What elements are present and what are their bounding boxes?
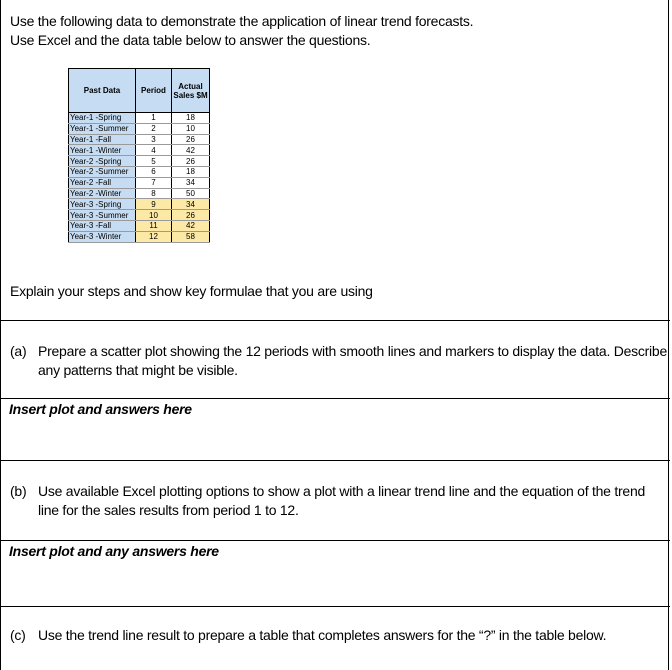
table-row: [69, 166, 210, 177]
table-row: [69, 156, 210, 167]
row-label: Year-3 -Winter: [69, 231, 136, 242]
table-row-highlighted: [69, 231, 210, 242]
table-row: [69, 134, 210, 145]
row-period: 3: [136, 134, 172, 145]
row-period: 7: [136, 177, 172, 188]
table-row: [69, 113, 210, 124]
table-row: [69, 177, 210, 188]
row-period: 4: [136, 145, 172, 156]
row-label: Year-3 -Fall: [69, 220, 136, 231]
answer-prompt-a[interactable]: Insert plot and answers here: [9, 401, 192, 417]
answer-prompt-b[interactable]: Insert plot and any answers here: [9, 543, 219, 559]
row-sales: 42: [172, 145, 210, 156]
question-c-text: Use the trend line result to prepare a table that completes answers for the “?” in the table below.: [38, 627, 607, 643]
header-past-data: Past Data: [69, 69, 136, 113]
header-actual-line1: Actual: [178, 81, 203, 91]
row-label: Year-1 -Spring: [69, 113, 136, 124]
intro-line-1: Use the following data to demonstrate the application of linear trend forecasts.: [10, 13, 474, 29]
row-label: Year-1 -Summer: [69, 123, 136, 134]
row-sales: 18: [172, 113, 210, 124]
row-sales: 58: [172, 231, 210, 242]
row-label: Year-2 -Spring: [69, 156, 136, 167]
row-sales: 18: [172, 166, 210, 177]
row-sales: 26: [172, 210, 210, 221]
row-period: 8: [136, 188, 172, 199]
header-period: Period: [136, 69, 172, 113]
table-row: [69, 188, 210, 199]
row-label: Year-3 -Summer: [69, 210, 136, 221]
divider: [0, 540, 670, 541]
row-period: 10: [136, 210, 172, 221]
row-period: 12: [136, 231, 172, 242]
table-header-row: [69, 69, 210, 113]
header-actual-line2: Sales $M: [173, 90, 208, 100]
table-row-highlighted: [69, 199, 210, 210]
row-sales: 34: [172, 177, 210, 188]
row-sales: 50: [172, 188, 210, 199]
table-row: [69, 123, 210, 134]
question-b-label: (b): [10, 483, 27, 499]
row-label: Year-2 -Fall: [69, 177, 136, 188]
row-sales: 42: [172, 220, 210, 231]
row-sales: 26: [172, 134, 210, 145]
divider: [0, 398, 670, 399]
row-period: 5: [136, 156, 172, 167]
past-data-table: [68, 68, 210, 243]
table-row-highlighted: [69, 220, 210, 231]
row-sales: 34: [172, 199, 210, 210]
row-label: Year-3 -Spring: [69, 199, 136, 210]
row-period: 9: [136, 199, 172, 210]
instruction-text: Explain your steps and show key formulae that you are using: [10, 283, 373, 299]
row-sales: 26: [172, 156, 210, 167]
row-label: Year-1 -Winter: [69, 145, 136, 156]
question-b-text: Use available Excel plotting options to show a plot with a linear trend line and the equation of the trend line for the sales results from period 1 to 12.: [38, 483, 646, 518]
question-c-label: (c): [10, 627, 26, 643]
divider: [0, 606, 670, 607]
question-a-text: Prepare a scatter plot showing the 12 periods with smooth lines and markers to display the data. Describe any patterns that might be visible.: [38, 343, 667, 378]
row-label: Year-2 -Winter: [69, 188, 136, 199]
header-actual-sales: [172, 69, 210, 113]
row-period: 1: [136, 113, 172, 124]
row-period: 2: [136, 123, 172, 134]
divider: [0, 460, 670, 461]
table-row: [69, 145, 210, 156]
row-period: 11: [136, 220, 172, 231]
row-period: 6: [136, 166, 172, 177]
divider: [0, 320, 670, 321]
row-sales: 10: [172, 123, 210, 134]
table-row-highlighted: [69, 210, 210, 221]
row-label: Year-2 -Summer: [69, 166, 136, 177]
question-a-label: (a): [10, 343, 27, 359]
row-label: Year-1 -Fall: [69, 134, 136, 145]
intro-line-2: Use Excel and the data table below to answer the questions.: [10, 32, 371, 48]
